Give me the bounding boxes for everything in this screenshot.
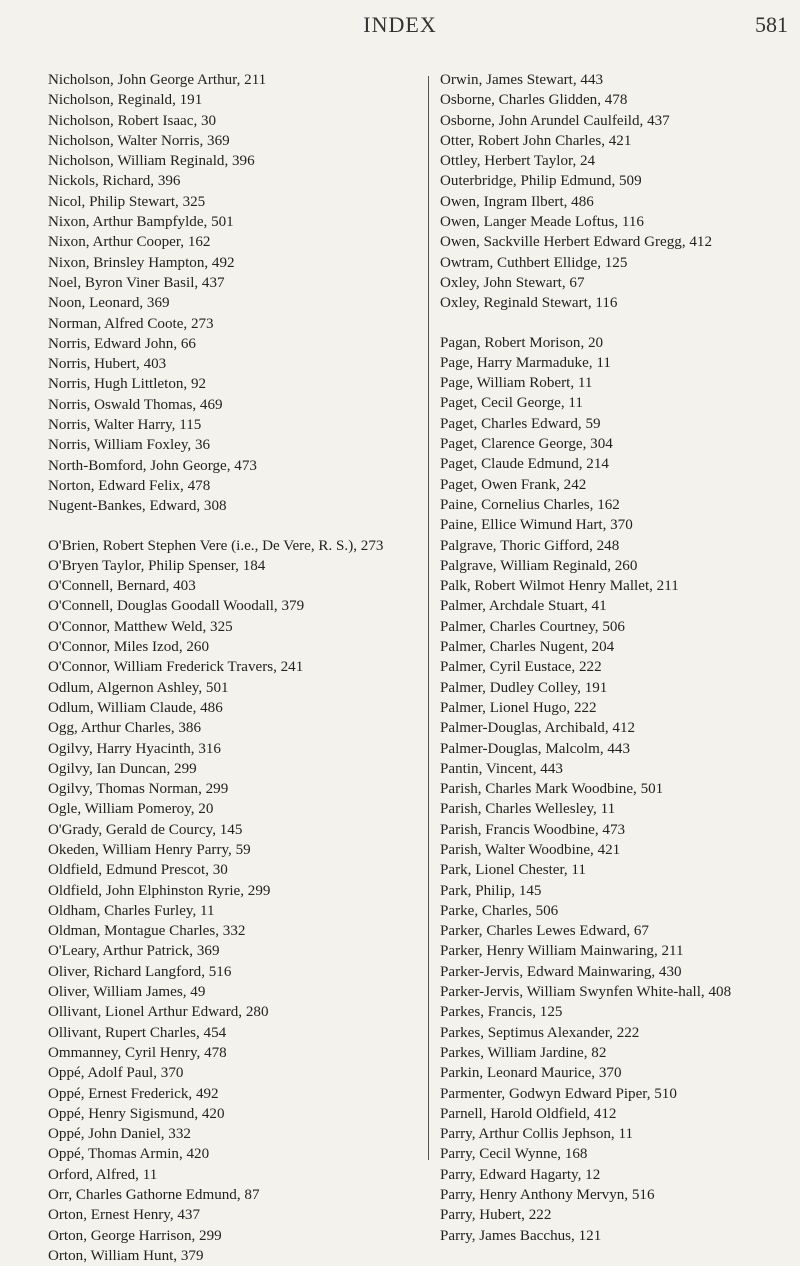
index-entry: Oliver, Richard Langford, 516 — [48, 963, 232, 980]
right-index-column — [440, 70, 790, 1246]
index-entry: Palmer, Charles Courtney, 506 — [440, 618, 625, 635]
index-entry: Noel, Byron Viner Basil, 437 — [48, 274, 225, 291]
index-entry: Owen, Langer Meade Loftus, 116 — [440, 214, 644, 231]
left-index-column — [48, 70, 418, 1266]
index-entry: Palmer-Douglas, Archibald, 412 — [440, 720, 636, 737]
index-entry: Park, Lionel Chester, 11 — [440, 862, 586, 879]
index-entry: Palmer, Lionel Hugo, 222 — [440, 699, 597, 716]
index-entry: Oxley, Reginald Stewart, 116 — [440, 295, 618, 312]
index-entry: O'Grady, Gerald de Courcy, 145 — [48, 821, 243, 838]
index-entry: Owen, Ingram Ilbert, 486 — [440, 193, 594, 210]
index-entry: O'Connor, Miles Izod, 260 — [48, 639, 210, 656]
index-entry: Ogilvy, Harry Hyacinth, 316 — [48, 740, 221, 757]
index-entry: Oldfield, Edmund Prescot, 30 — [48, 862, 228, 879]
index-entry: Parker-Jervis, William Swynfen White-hall, 408 — [440, 984, 732, 1001]
index-entry: Pantin, Vincent, 443 — [440, 760, 563, 777]
index-entry: Nicholson, John George Arthur, 211 — [48, 72, 267, 88]
index-entry: Parry, James Bacchus, 121 — [440, 1227, 602, 1244]
index-entry: Oldham, Charles Furley, 11 — [48, 902, 215, 919]
index-entry: Palmer-Douglas, Malcolm, 443 — [440, 740, 631, 757]
index-group-n — [48, 70, 418, 517]
index-entry: Paine, Cornelius Charles, 162 — [440, 496, 620, 513]
index-entry: Parish, Charles Wellesley, 11 — [440, 801, 616, 818]
index-entry: Paget, Clarence George, 304 — [440, 436, 613, 453]
index-entry: Parry, Hubert, 222 — [440, 1207, 552, 1224]
index-entry: Parkes, Francis, 125 — [440, 1004, 563, 1021]
index-entry: Orton, Ernest Henry, 437 — [48, 1207, 201, 1224]
index-entry: Ogg, Arthur Charles, 386 — [48, 720, 202, 737]
index-entry: Nixon, Brinsley Hampton, 492 — [48, 254, 235, 271]
index-entry: Parish, Walter Woodbine, 421 — [440, 841, 621, 858]
index-entry: Norris, Walter Harry, 115 — [48, 417, 202, 434]
index-entry: Norris, Hugh Littleton, 92 — [48, 376, 207, 393]
index-entry: Orton, William Hunt, 379 — [48, 1247, 204, 1264]
index-entry: Parkes, Septimus Alexander, 222 — [440, 1024, 640, 1041]
index-entry: Odlum, Algernon Ashley, 501 — [48, 679, 229, 696]
index-entry: North-Bomford, John George, 473 — [48, 457, 257, 474]
index-entry: Palk, Robert Wilmot Henry Mallet, 211 — [440, 578, 679, 595]
index-entry: Nicholson, Reginald, 191 — [48, 92, 203, 109]
index-entry: Nicol, Philip Stewart, 325 — [48, 193, 206, 210]
index-entry: Paget, Cecil George, 11 — [440, 395, 583, 412]
index-entry: Parmenter, Godwyn Edward Piper, 510 — [440, 1085, 677, 1102]
index-entry: Parkes, William Jardine, 82 — [440, 1044, 607, 1061]
index-entry: Parish, Francis Woodbine, 473 — [440, 821, 626, 838]
page-number: 581 — [755, 12, 788, 37]
page-header — [0, 8, 800, 48]
index-entry: Norris, Oswald Thomas, 469 — [48, 396, 223, 413]
index-entry: Parker, Charles Lewes Edward, 67 — [440, 923, 649, 940]
index-entry: O'Bryen Taylor, Philip Spenser, 184 — [48, 557, 266, 574]
index-entry: O'Leary, Arthur Patrick, 369 — [48, 943, 220, 960]
index-entry: Parkin, Leonard Maurice, 370 — [440, 1065, 622, 1082]
index-entry: Otter, Robert John Charles, 421 — [440, 132, 632, 149]
index-entry: Nicholson, William Reginald, 396 — [48, 153, 255, 170]
index-entry: Parry, Cecil Wynne, 168 — [440, 1146, 588, 1163]
index-entry: Parke, Charles, 506 — [440, 902, 559, 919]
index-group-o-cont — [440, 70, 790, 314]
index-entry: Paine, Ellice Wimund Hart, 370 — [440, 517, 633, 534]
index-entry: Norman, Alfred Coote, 273 — [48, 315, 214, 332]
index-entry: Park, Philip, 145 — [440, 882, 542, 899]
index-entry: Nicholson, Walter Norris, 369 — [48, 132, 230, 149]
index-entry: Parry, Arthur Collis Jephson, 11 — [440, 1126, 633, 1143]
index-group-o — [48, 536, 418, 1266]
index-entry: Parry, Edward Hagarty, 12 — [440, 1166, 601, 1183]
column-divider — [428, 76, 429, 1160]
index-entry: Paget, Claude Edmund, 214 — [440, 456, 609, 473]
index-group-p — [440, 333, 790, 1246]
index-entry: Norris, William Foxley, 36 — [48, 437, 211, 454]
index-entry: Oppé, Thomas Armin, 420 — [48, 1146, 210, 1163]
index-entry: Oldman, Montague Charles, 332 — [48, 923, 246, 940]
index-entry: Outerbridge, Philip Edmund, 509 — [440, 173, 642, 190]
index-entry: Oxley, John Stewart, 67 — [440, 274, 585, 291]
index-entry: Nugent-Bankes, Edward, 308 — [48, 498, 227, 515]
index-entry: Oppé, Ernest Frederick, 492 — [48, 1085, 219, 1102]
index-entry: Nicholson, Robert Isaac, 30 — [48, 112, 217, 129]
index-entry: Palmer, Cyril Eustace, 222 — [440, 659, 602, 676]
index-entry: Orr, Charles Gathorne Edmund, 87 — [48, 1187, 260, 1204]
running-title: INDEX — [363, 12, 437, 37]
index-entry: Parry, Henry Anthony Mervyn, 516 — [440, 1187, 655, 1204]
index-entry: Parnell, Harold Oldfield, 412 — [440, 1105, 617, 1122]
index-entry: O'Connor, Matthew Weld, 325 — [48, 618, 233, 635]
index-entry: Oppé, Adolf Paul, 370 — [48, 1065, 184, 1082]
index-entry: Okeden, William Henry Parry, 59 — [48, 841, 251, 858]
index-entry: Nixon, Arthur Cooper, 162 — [48, 234, 211, 251]
index-entry: Palmer, Dudley Colley, 191 — [440, 679, 608, 696]
index-entry: Odlum, William Claude, 486 — [48, 699, 223, 716]
index-entry: Palmer, Charles Nugent, 204 — [440, 639, 615, 656]
index-entry: Owtram, Cuthbert Ellidge, 125 — [440, 254, 628, 271]
index-entry: Ollivant, Lionel Arthur Edward, 280 — [48, 1004, 269, 1021]
index-entry: O'Connor, William Frederick Travers, 241 — [48, 659, 304, 676]
index-entry: Ommanney, Cyril Henry, 478 — [48, 1044, 227, 1061]
index-entry: Page, William Robert, 11 — [440, 375, 593, 392]
index-entry: Nixon, Arthur Bampfylde, 501 — [48, 214, 234, 231]
index-entry: Osborne, Charles Glidden, 478 — [440, 92, 628, 109]
index-entry: Noon, Leonard, 369 — [48, 295, 170, 312]
index-entry: Ottley, Herbert Taylor, 24 — [440, 153, 596, 170]
index-entry: Palgrave, Thoric Gifford, 248 — [440, 537, 620, 554]
index-entry: Paget, Owen Frank, 242 — [440, 476, 587, 493]
index-entry: Parker-Jervis, Edward Mainwaring, 430 — [440, 963, 682, 980]
index-entry: Palgrave, William Reginald, 260 — [440, 557, 638, 574]
index-entry: O'Connell, Bernard, 403 — [48, 578, 196, 595]
index-entry: Orford, Alfred, 11 — [48, 1166, 158, 1183]
index-entry: Norton, Edward Felix, 478 — [48, 477, 211, 494]
index-entry: Parish, Charles Mark Woodbine, 501 — [440, 781, 664, 798]
index-entry: Ogilvy, Thomas Norman, 299 — [48, 781, 229, 798]
index-entry: Oldfield, John Elphinston Ryrie, 299 — [48, 882, 271, 899]
index-entry: Pagan, Robert Morison, 20 — [440, 334, 604, 351]
index-entry: Orton, George Harrison, 299 — [48, 1227, 222, 1244]
index-entry: Owen, Sackville Herbert Edward Gregg, 412 — [440, 234, 713, 251]
index-entry: Page, Harry Marmaduke, 11 — [440, 354, 611, 371]
index-entry: Palmer, Archdale Stuart, 41 — [440, 598, 607, 615]
index-entry: Ollivant, Rupert Charles, 454 — [48, 1024, 227, 1041]
index-entry: Oliver, William James, 49 — [48, 984, 206, 1001]
index-entry: Norris, Hubert, 403 — [48, 356, 167, 373]
index-entry: Osborne, John Arundel Caulfeild, 437 — [440, 112, 670, 129]
index-entry: Norris, Edward John, 66 — [48, 335, 196, 352]
index-entry: O'Brien, Robert Stephen Vere (i.e., De Vere, R. S.), 273 — [48, 537, 384, 554]
index-entry: Nickols, Richard, 396 — [48, 173, 181, 190]
index-entry: O'Connell, Douglas Goodall Woodall, 379 — [48, 598, 305, 615]
index-entry: Oppé, John Daniel, 332 — [48, 1126, 191, 1143]
index-entry: Paget, Charles Edward, 59 — [440, 415, 601, 432]
index-entry: Ogilvy, Ian Duncan, 299 — [48, 760, 197, 777]
index-entry: Parker, Henry William Mainwaring, 211 — [440, 943, 684, 960]
index-entry: Orwin, James Stewart, 443 — [440, 72, 604, 88]
index-entry: Ogle, William Pomeroy, 20 — [48, 801, 214, 818]
index-entry: Oppé, Henry Sigismund, 420 — [48, 1105, 225, 1122]
